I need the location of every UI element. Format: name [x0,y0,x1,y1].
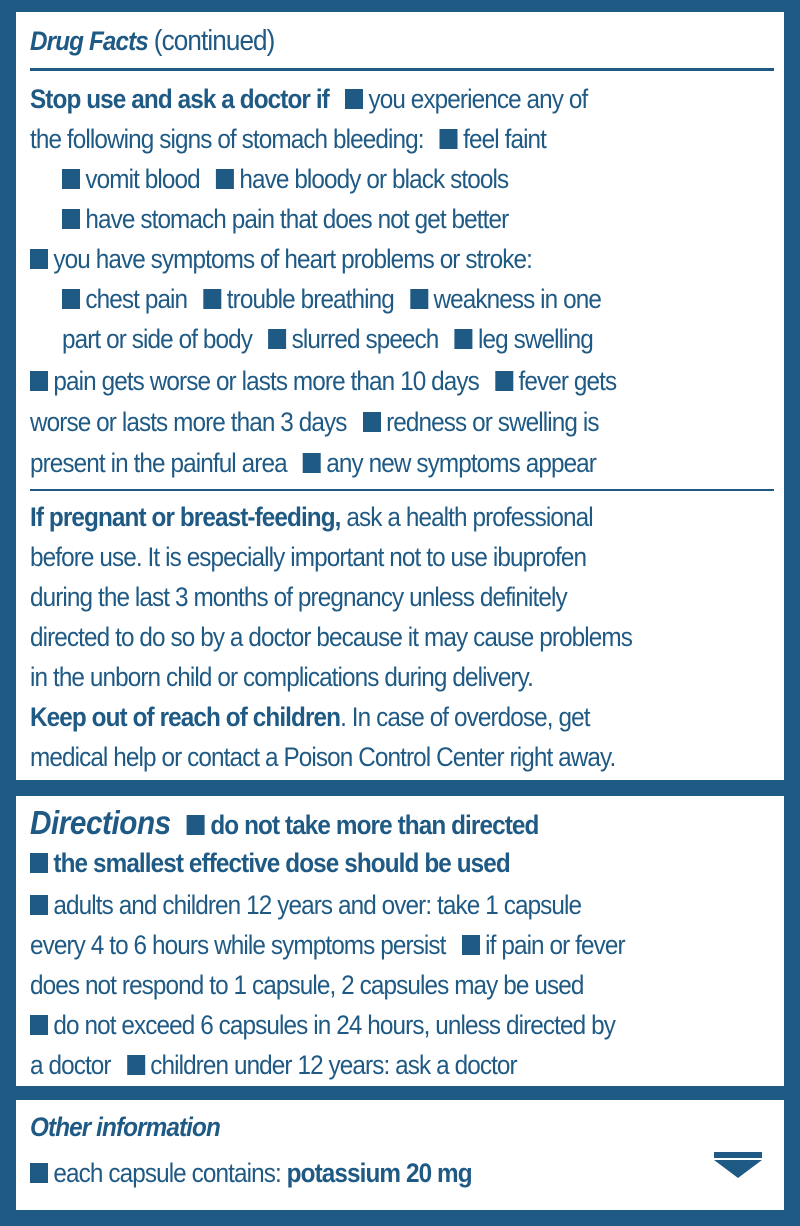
bullet-square-icon [30,249,48,269]
bullet-square-icon [410,289,428,309]
bullet-square-icon [62,209,80,229]
bullet-square-icon [440,129,458,149]
section-title-drug-facts: Drug Facts (continued) [30,25,275,57]
bullet-square-icon [127,1055,145,1075]
bullet-square-icon [30,895,48,915]
bullet-square-icon [30,1015,48,1035]
continue-arrow-icon [714,1160,762,1178]
bullet-square-icon [462,935,480,955]
bullet-square-icon [30,1163,48,1183]
bullet-square-icon [495,371,513,391]
title-rule [30,68,774,71]
bullet-square-icon [30,371,48,391]
bullet-square-icon [187,815,205,835]
section-title-other-information: Other information [30,1112,220,1142]
bullet-square-icon [30,853,48,873]
directions-panel: Directions do not take more than directed the smallest effective dose should be used adults and children 12 years and over: take 1 capsule every 4 to 6 hours while symptoms persist if pain or fever does not respond to 1 capsule, 2 capsules may be used do not exceed 6 capsules in 24 hours, unless directed by a doctor children under 12 years: ask a doctor [16,796,784,1086]
drug-facts-continued-panel: Drug Facts (continued) Stop use and ask a doctor if you experience any of the following signs of stomach bleeding: feel faint vomit blood have bloody or black stools have stomach pain that does not get better you have symptoms of heart problems or stroke: chest pain trouble breathing weakness in one part or side of body slurred speech leg swelling pain gets worse or lasts more than 10 days fever gets worse or lasts more than 3 days redness or swelling is present in the painful area any new symptoms appear If pregnant or breast-feeding, ask a health professional before use. It is especially important not to use ibuprofen during the last 3 months of pregnancy unless definitely directed to do so by a doctor because it may cause problems in the unborn child or complications during delivery. Keep out of reach of children. In case of overdose, get medical help or contact a Poison Control Center right away. [16,12,784,780]
bullet-square-icon [203,289,221,309]
bullet-square-icon [62,289,80,309]
bullet-square-icon [268,329,286,349]
bullet-square-icon [345,89,363,109]
bullet-square-icon [62,169,80,189]
bullet-square-icon [303,453,321,473]
bullet-square-icon [216,169,234,189]
section-divider [30,489,774,491]
bullet-square-icon [455,329,473,349]
section-title-directions: Directions [30,804,171,841]
bullet-square-icon [363,412,381,432]
other-information-panel: Other information each capsule contains: potassium 20 mg [16,1100,784,1210]
